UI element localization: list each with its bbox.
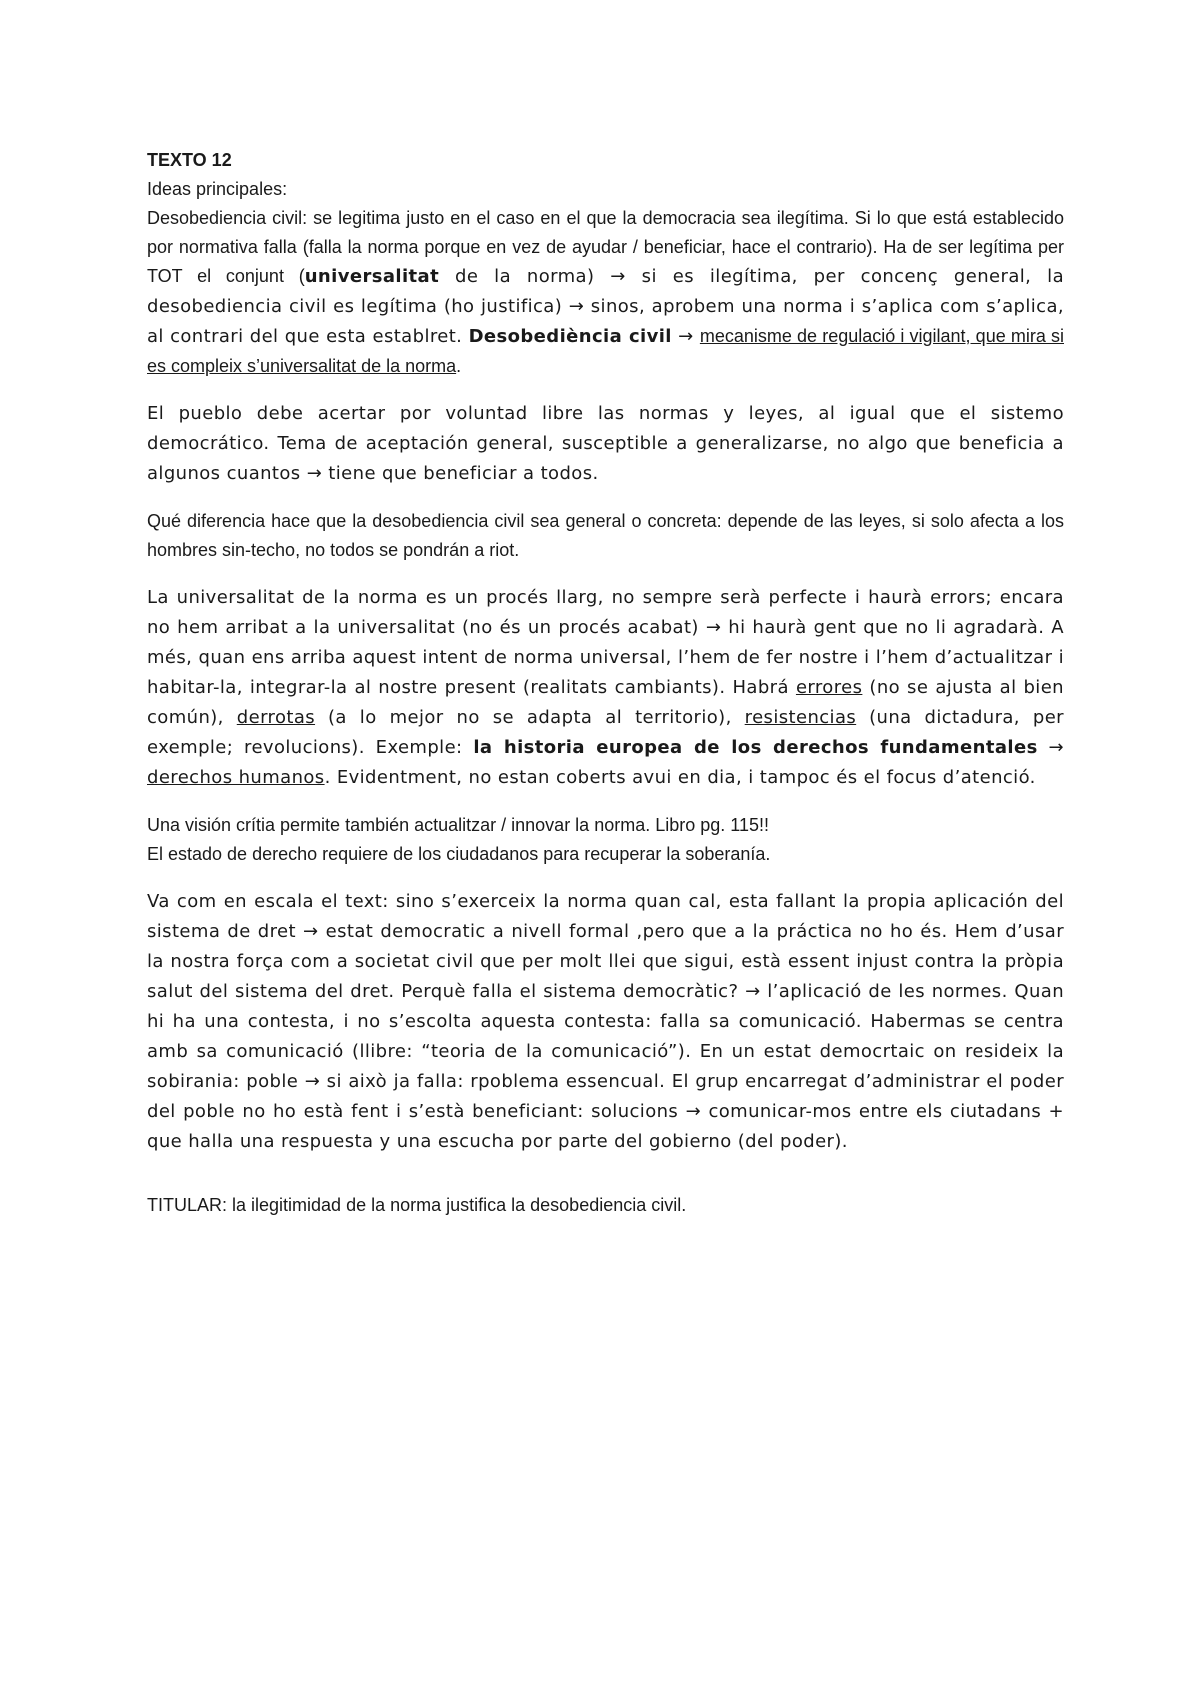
paragraph-pueblo: El pueblo debe acertar por voluntad libre las normas y leyes, al igual que el sistemo democrático. Tema de aceptación general, susceptible a generalizarse, no algo que beneficia a algunos cuantos → tiene que beneficiar a todos. bbox=[147, 403, 1064, 484]
p1-text-c: de la norma) → si es ilegítima, per concenç general, la desobediencia civil es legítima (ho justifica) → sinos, aprobem una norma i s’aplica com s’aplica, al contrari del que esta establret. bbox=[147, 266, 1064, 347]
p1-text-a: Desobediencia civil: se legitima justo en el caso en el que la democracia sea ilegítima. Si lo que está establecido por normativa falla (falla la norma porque en vez de ayudar / beneficiar, hace el contrario). Ha de ser legítima per TOT el conjunt ( bbox=[147, 208, 1064, 286]
document-title: TEXTO 12 bbox=[147, 150, 232, 170]
p1-period: . bbox=[456, 356, 462, 376]
subtitle: Ideas principales: bbox=[147, 179, 288, 199]
p4-errores: errores bbox=[795, 677, 863, 698]
paragraph-diferencia: Qué diferencia hace que la desobediencia civil sea general o concreta: depende de las leyes, si solo afecta a los hombres sin-techo, no todos se pondrán a riot. bbox=[147, 511, 1064, 560]
p4-arrow: → bbox=[1037, 737, 1064, 758]
paragraph-estado-derecho: El estado de derecho requiere de los ciudadanos para recuperar la soberanía. bbox=[147, 844, 771, 864]
p1-universalitat: universalitat bbox=[304, 266, 440, 287]
p4-resistencias: resistencias bbox=[744, 707, 857, 728]
p4-text-f: . Evidentment, no estan coberts avui en dia, i tampoc és el focus d’atenció. bbox=[324, 767, 1036, 788]
p4-derechos-humanos: derechos humanos bbox=[147, 767, 325, 788]
titular: TITULAR: la ilegitimidad de la norma justifica la desobediencia civil. bbox=[147, 1195, 687, 1215]
p4-text-d: (una dictadura, per exemple; revolucions). Exemple: bbox=[147, 707, 1064, 758]
paragraph-desobediencia bbox=[147, 204, 1064, 381]
document-body bbox=[147, 146, 1064, 1220]
paragraph-universalitat bbox=[147, 583, 1064, 793]
p4-historia-europea: la historia europea de los derechos fundamentales bbox=[473, 737, 1038, 758]
p4-text-c: (a lo mejor no se adapta al territorio), bbox=[315, 707, 745, 728]
spacer bbox=[147, 1175, 1064, 1191]
p1-mecanisme: mecanisme de regulació i vigilant, que mira si es compleix s’universalitat de la norma bbox=[147, 326, 1064, 376]
p1-arrow: → bbox=[671, 326, 700, 347]
p4-derrotas: derrotas bbox=[236, 707, 316, 728]
p1-desobediencia-civil: Desobediència civil bbox=[468, 326, 672, 347]
p4-text-b: (no se ajusta al bien común), bbox=[147, 677, 1064, 728]
paragraph-vision-critica: Una visión crítia permite también actualitzar / innovar la norma. Libro pg. 115!! bbox=[147, 815, 769, 835]
paragraph-escala: Va com en escala el text: sino s’exerceix la norma quan cal, esta fallant la propia aplicación del sistema de dret → estat democratic a nivell formal ,pero que a la práctica no ho és. Hem d’usar la nostra força com a societat civil que per molt llei que sigui, està essent injust contra la pròpia salut del sistema del dret. Perquè falla el sistema democràtic? → l’aplicació de les normes. Quan hi ha una contesta, i no s’escolta aquesta contesta: falla sa comunicació. Habermas se centra amb sa comunicació (llibre: “teoria de la comunicació”). En un estat democrtaic on resideix la sobirania: poble → si això ja falla: rpoblema essencual. El grup encarregat d’administrar el poder del poble no ho està fent i s’està beneficiant: solucions → comunicar-mos entre els ciutadans + que halla una respuesta y una escucha por parte del gobierno (del poder). bbox=[147, 891, 1064, 1152]
p4-text-a: La universalitat de la norma es un procés llarg, no sempre serà perfecte i haurà errors; encara no hem arribat a la universalitat (no és un procés acabat) → hi haurà gent que no li agradarà. A més, quan ens arriba aquest intent de norma universal, l’hem de fer nostre i l’hem d’actualitzar i habitar-la, integrar-la al nostre present (realitats cambiants). Habrá bbox=[147, 587, 1064, 698]
